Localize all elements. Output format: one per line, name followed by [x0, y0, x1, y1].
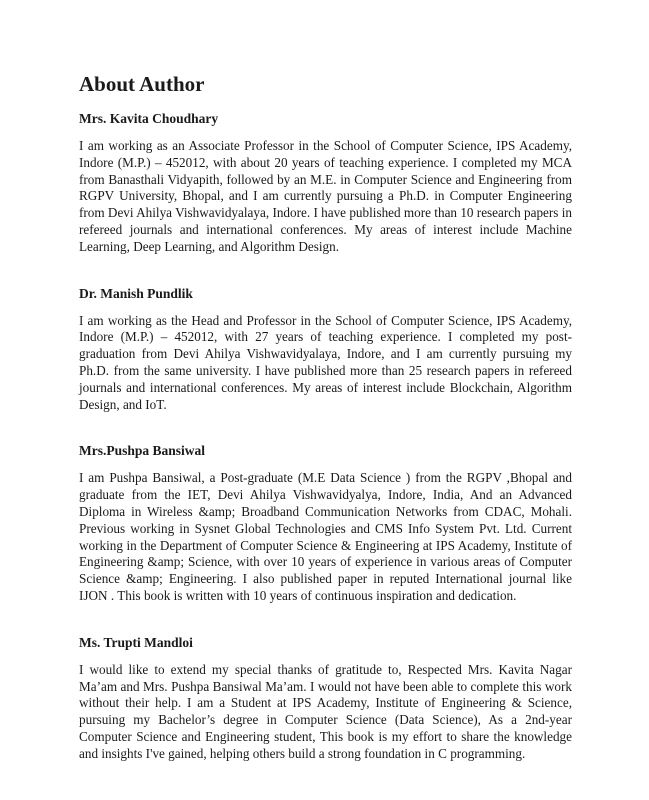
- author-bio: I am working as the Head and Professor in the School of Computer Science, IPS Academy, Indore (M.P.) – 452012, with 27 years of teaching experience. I completed my post-graduation from Devi Ahilya Vishwavidyalaya, Indore, and I am currently pursuing my Ph.D. from the same university. I have published more than 25 research papers in refereed journals and international conferences. My areas of interest include Blockchain, Algorithm Design, and IoT.: [79, 312, 572, 412]
- document-page: [79, 70, 572, 763]
- author-bio: I am Pushpa Bansiwal, a Post-graduate (M.E Data Science ) from the RGPV ,Bhopal and graduate from the IET, Devi Ahilya Vishwavidyalya, Indore, India, And an Advanced Diploma in Wireless &amp; Broadband Communication Networks from CDAC, Mohali. Previous working in Sysnet Global Technologies and CMS Info System Pvt. Ltd. Current working in the Department of Computer Science & Engineering at IPS Academy, Institute of Engineering &amp; Science, with over 10 years of experience in various areas of Computer Science &amp; Engineering. I also published paper in reputed International journal like IJON . This book is written with 10 years of continuous inspiration and dedication.: [79, 470, 572, 603]
- author-section: [79, 285, 572, 414]
- page-title: About Author: [79, 72, 205, 96]
- author-section: [79, 634, 572, 763]
- author-name: Dr. Manish Pundlik: [79, 285, 193, 301]
- author-name: Mrs.Pushpa Bansiwal: [79, 443, 206, 459]
- author-name: Mrs. Kavita Choudhary: [79, 111, 219, 126]
- author-section: [79, 442, 572, 604]
- author-bio: I am working as an Associate Professor in the School of Computer Science, IPS Academy, Indore (M.P.) – 452012, with about 20 years of teaching experience. I completed my MCA from Banasthali Vidyapith, followed by an M.E. in Computer Science and Engineering from RGPV University, Bhopal, and I am currently pursuing a Ph.D. in Computer Engineering from Devi Ahilya Vishwavidyalaya, Indore. I have published more than 10 research papers in refereed journals and international conferences. My areas of interest include Machine Learning, Deep Learning, and Algorithm Design.: [79, 138, 572, 254]
- author-bio: I would like to extend my special thanks of gratitude to, Respected Mrs. Kavita Nagar Ma’am and Mrs. Pushpa Bansiwal Ma’am. I would not have been able to complete this work without their help. I am a Student at IPS Academy, Institute of Engineering & Science, pursuing my Bachelor’s degree in Computer Science (Data Science), As a 2nd-year Computer Science and Engineering student, This book is my effort to share the knowledge and insights I've gained, helping others build a strong foundation in C programming.: [79, 661, 572, 761]
- author-name: Ms. Trupti Mandloi: [79, 634, 193, 650]
- author-section: [79, 110, 572, 256]
